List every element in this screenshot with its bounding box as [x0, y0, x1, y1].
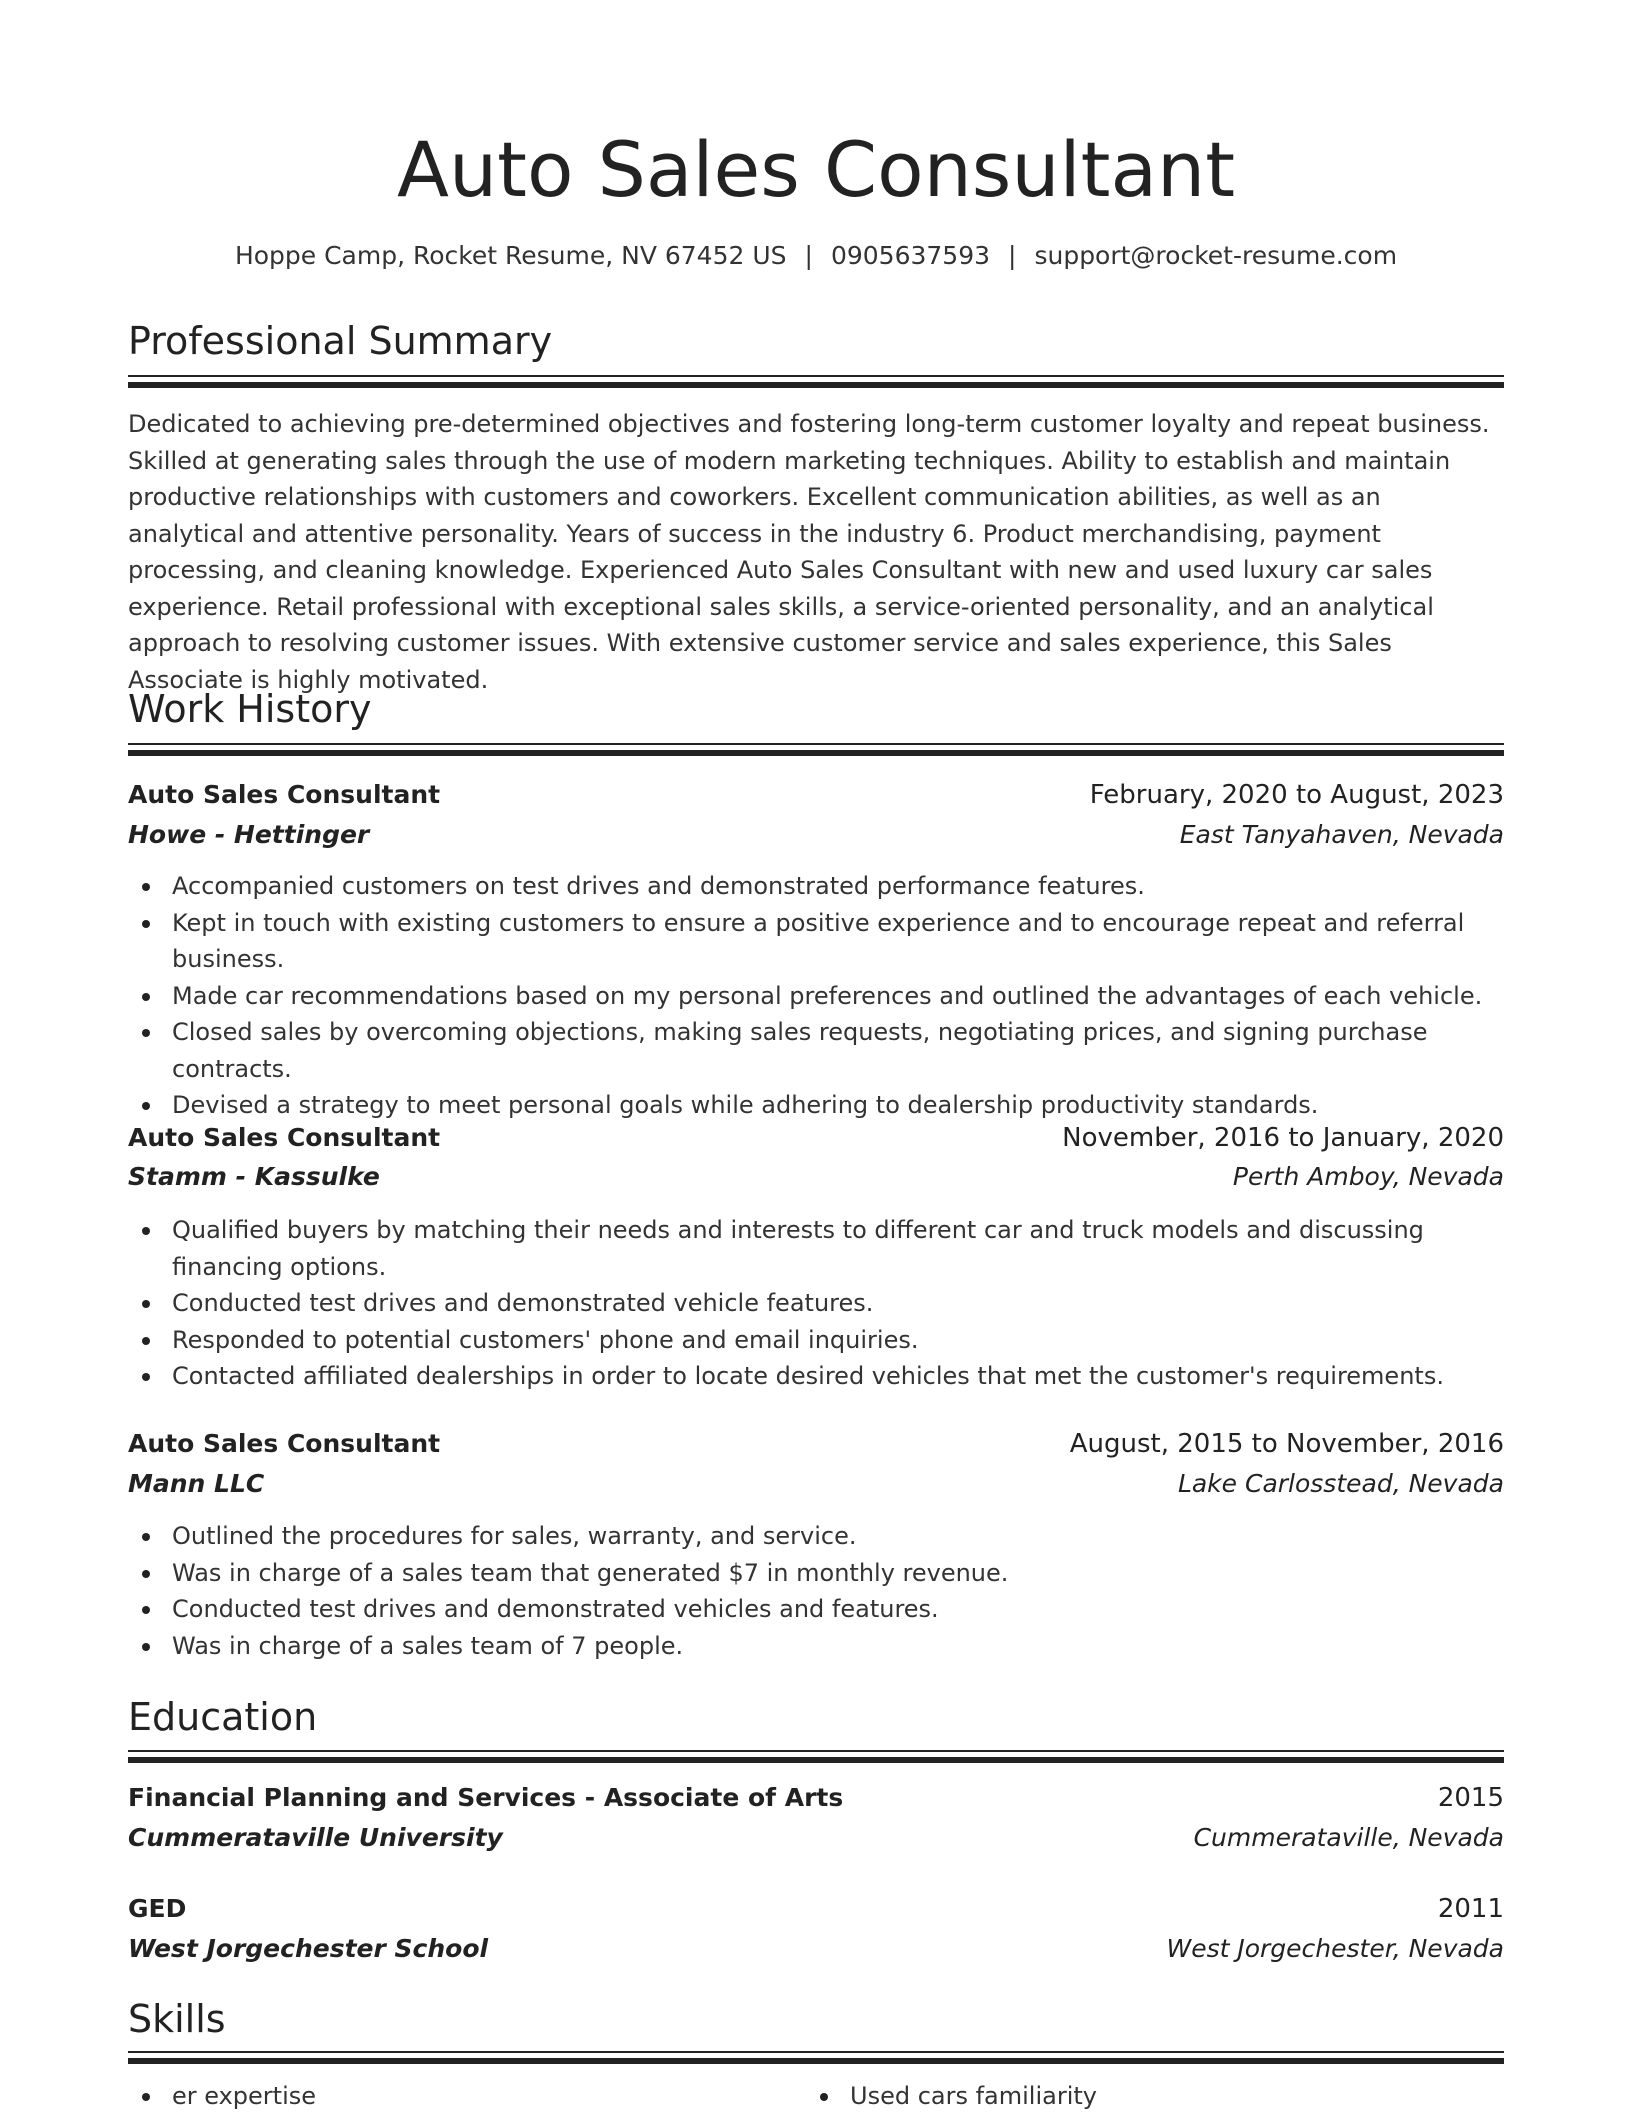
job-header-row	[128, 1424, 1504, 1464]
section-divider	[128, 743, 1504, 757]
contact-email[interactable]: support@rocket-resume.com	[1034, 241, 1398, 270]
section-title-work-history: Work History	[128, 687, 372, 731]
job-title: Auto Sales Consultant	[128, 780, 441, 809]
list-item: Was in charge of a sales team of 7 people.	[128, 1628, 1504, 1665]
job-location: Lake Carlosstead, Nevada	[1177, 1469, 1504, 1498]
list-item: Was in charge of a sales team that generated $7 in monthly revenue.	[128, 1555, 1504, 1592]
section-title-skills: Skills	[128, 1997, 226, 2041]
section-divider	[128, 1750, 1504, 1764]
job-title: Auto Sales Consultant	[128, 1429, 441, 1458]
education-location: Cummerataville, Nevada	[1193, 1823, 1504, 1852]
contact-address: Hoppe Camp, Rocket Resume, NV 67452 US	[234, 241, 787, 270]
job-bullet-list	[128, 1518, 1504, 1664]
contact-separator: |	[804, 241, 813, 270]
list-item: Conducted test drives and demonstrated vehicle features.	[128, 1285, 1504, 1322]
skills-column-left	[128, 2078, 316, 2114]
job-bullet-list	[128, 868, 1504, 1124]
education-degree: Financial Planning and Services - Associate of Arts	[128, 1783, 844, 1812]
candidate-name: Auto Sales Consultant	[396, 125, 1235, 214]
list-item: Conducted test drives and demonstrated vehicles and features.	[128, 1591, 1504, 1628]
education-location: West Jorgechester, Nevada	[1166, 1934, 1504, 1963]
education-header-row	[128, 1889, 1504, 1929]
job-header-row	[128, 1118, 1504, 1158]
list-item: Closed sales by overcoming objections, making sales requests, negotiating prices, and signing purchase contracts.	[128, 1014, 1504, 1087]
list-item: Made car recommendations based on my personal preferences and outlined the advantages of each vehicle.	[128, 978, 1504, 1015]
list-item: Responded to potential customers' phone and email inquiries.	[128, 1322, 1504, 1359]
list-item: Contacted affiliated dealerships in order to locate desired vehicles that met the customer's requirements.	[128, 1358, 1504, 1395]
contact-line	[128, 238, 1504, 274]
job-bullet-list	[128, 1212, 1504, 1395]
education-school-row	[128, 1929, 1504, 1969]
contact-phone: 0905637593	[830, 241, 991, 270]
skills-column-right	[806, 2078, 1097, 2114]
job-dates: February, 2020 to August, 2023	[1089, 780, 1504, 810]
skill-item: Used cars familiarity	[806, 2078, 1097, 2114]
job-header-row	[128, 775, 1504, 815]
education-year: 2011	[1437, 1894, 1504, 1924]
education-year: 2015	[1437, 1783, 1504, 1813]
list-item: Kept in touch with existing customers to ensure a positive experience and to encourage repeat and referral business.	[128, 905, 1504, 978]
education-degree: GED	[128, 1894, 187, 1923]
list-item: Outlined the procedures for sales, warranty, and service.	[128, 1518, 1504, 1555]
job-company: Stamm - Kassulke	[128, 1162, 380, 1191]
education-school: West Jorgechester School	[128, 1934, 489, 1963]
list-item: Accompanied customers on test drives and demonstrated performance features.	[128, 868, 1504, 905]
section-divider	[128, 2051, 1504, 2065]
job-company-row	[128, 1464, 1504, 1504]
list-item: Devised a strategy to meet personal goals while adhering to dealership productivity standards.	[128, 1087, 1504, 1124]
section-divider	[128, 375, 1504, 389]
education-school-row	[128, 1818, 1504, 1858]
job-dates: November, 2016 to January, 2020	[1062, 1123, 1504, 1153]
job-title: Auto Sales Consultant	[128, 1123, 441, 1152]
education-header-row	[128, 1778, 1504, 1818]
job-company: Howe - Hettinger	[128, 820, 370, 849]
skills-list	[128, 2078, 1504, 2118]
list-item: Qualified buyers by matching their needs and interests to different car and truck models and discussing financing options.	[128, 1212, 1504, 1285]
section-title-summary: Professional Summary	[128, 319, 553, 363]
job-location: Perth Amboy, Nevada	[1232, 1162, 1504, 1191]
job-company-row	[128, 815, 1504, 855]
contact-separator: |	[1008, 241, 1017, 270]
skill-item: er expertise	[128, 2078, 316, 2114]
job-company-row	[128, 1157, 1504, 1197]
summary-text: Dedicated to achieving pre-determined objectives and fostering long-term customer loyalty and repeat business. Skilled at generating sales through the use of modern marketing techniques. Ability to establish and maintain productive relationships with customers and coworkers. Excellent communication abilities, as well as an analytical and attentive personality. Years of success in the industry 6. Product merchandising, payment processing, and cleaning knowledge. Experienced Auto Sales Consultant with new and used luxury car sales experience. Retail professional with exceptional sales skills, a service-oriented personality, and an analytical approach to resolving customer issues. With extensive customer service and sales experience, this Sales Associate is highly motivated.	[128, 410, 1490, 694]
job-location: East Tanyahaven, Nevada	[1179, 820, 1504, 849]
education-school: Cummerataville University	[128, 1823, 503, 1852]
section-title-education: Education	[128, 1695, 318, 1739]
job-dates: August, 2015 to November, 2016	[1069, 1429, 1504, 1459]
job-company: Mann LLC	[128, 1469, 265, 1498]
